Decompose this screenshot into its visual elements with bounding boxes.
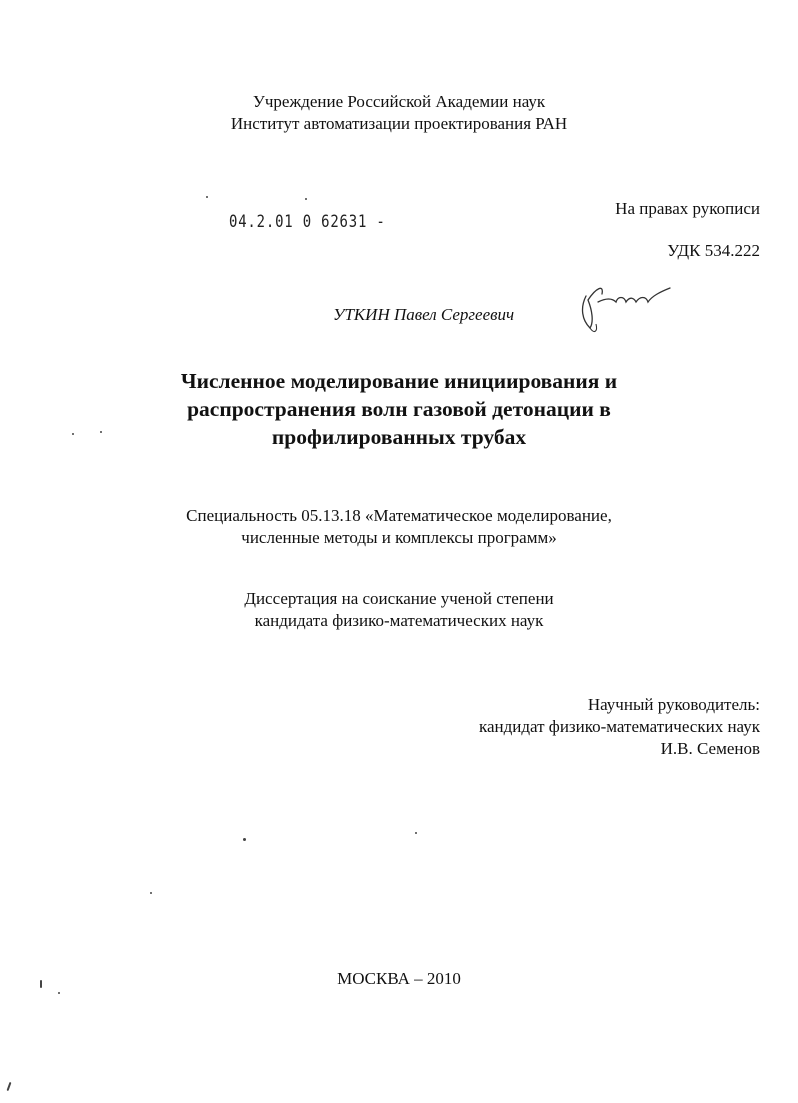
scan-speck [7,1082,12,1091]
city-year: МОСКВА – 2010 [337,969,461,988]
author-name: УТКИН Павел Сергеевич [333,305,515,324]
specialty-line-1: Специальность 05.13.18 «Математическое моделирование, [186,506,612,525]
institution-block [0,91,798,135]
specialty-line-2: численные методы и комплексы программ» [241,528,557,547]
scan-speck [206,196,208,198]
institute-line: Институт автоматизации проектирования РАН [230,114,568,133]
supervisor-degree: кандидат физико-математических наук [478,717,760,736]
supervisor-block [479,694,760,760]
scan-speck [100,431,102,433]
dissertation-title [0,367,798,451]
stamp-number: 04.2.01 0 62631 - [229,212,386,232]
scan-speck [305,198,307,200]
scan-speck [243,838,246,841]
scan-speck [40,980,42,988]
scan-speck [72,433,74,435]
institution-line: Учреждение Российской Академии наук [252,92,546,111]
signature-icon [576,278,676,338]
scan-speck [415,832,417,834]
dissertation-line-2: кандидата физико-математических наук [254,611,544,630]
dissertation-line-1: Диссертация на соискание ученой степени [244,589,554,608]
title-line-2: распространения волн газовой детонации в [187,397,611,421]
scan-speck [150,892,152,894]
specialty-block [0,505,798,549]
title-line-3: профилированных трубах [271,425,527,449]
supervisor-name: И.В. Семенов [660,739,760,758]
udk-code: УДК 534.222 [667,241,760,260]
supervisor-label: Научный руководитель: [587,695,760,714]
manuscript-rights: На правах рукописи [615,199,760,218]
dissertation-block [0,588,798,632]
scan-speck [58,992,60,994]
title-line-1: Численное моделирование инициирования и [180,369,618,393]
